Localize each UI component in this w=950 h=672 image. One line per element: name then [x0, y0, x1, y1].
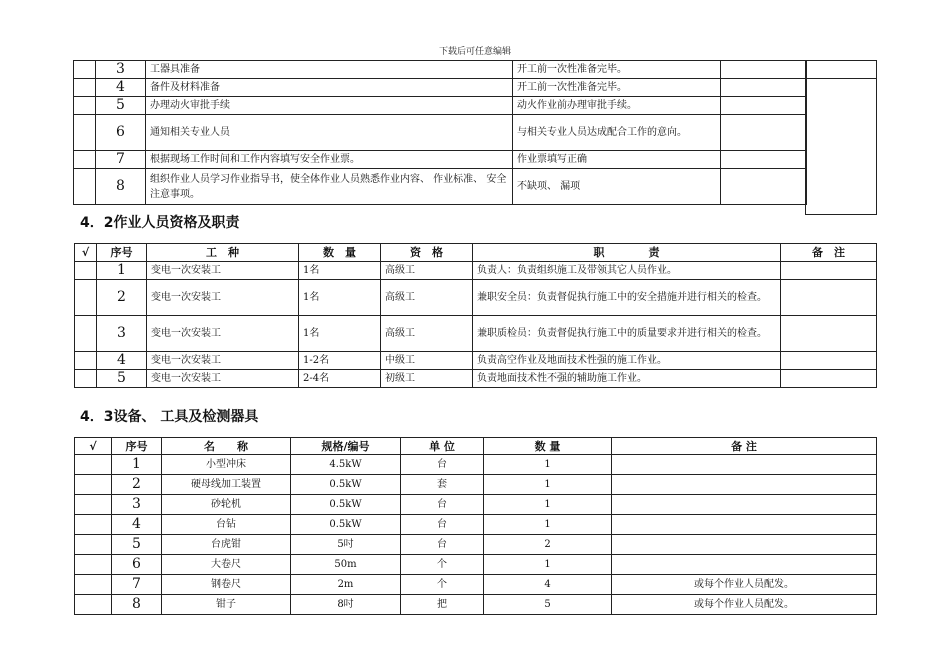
row-number: 5 [97, 370, 147, 388]
header-duty: 职 责 [473, 244, 781, 262]
table-row [74, 151, 807, 169]
row-number: 5 [96, 97, 146, 115]
count-cell: 1名 [299, 316, 381, 352]
table-row [75, 495, 877, 515]
header-check: √ [75, 244, 97, 262]
name-cell: 小型冲床 [162, 455, 291, 475]
check-cell [75, 455, 112, 475]
check-cell [75, 495, 112, 515]
blank-cell [721, 151, 807, 169]
check-cell [74, 151, 96, 169]
check-cell [74, 79, 96, 97]
qty-cell: 1 [484, 495, 612, 515]
row-number: 5 [112, 535, 162, 555]
name-cell: 砂轮机 [162, 495, 291, 515]
blank-cell [721, 97, 807, 115]
item-cell: 根据现场工作时间和工作内容填写安全作业票。 [146, 151, 513, 169]
header-no: 序号 [97, 244, 147, 262]
table-row [74, 61, 807, 79]
name-cell: 钢卷尺 [162, 575, 291, 595]
table-row [74, 79, 807, 97]
check-cell [74, 169, 96, 205]
header-note: 备 注 [612, 438, 877, 455]
spec-cell: 0.5kW [291, 475, 401, 495]
unit-cell: 个 [401, 555, 484, 575]
check-cell [75, 316, 97, 352]
section-42-title: 4．2作业人员资格及职责 [80, 215, 240, 231]
qty-cell: 2 [484, 535, 612, 555]
requirement-cell: 开工前一次性准备完毕。 [513, 61, 721, 79]
row-number: 6 [96, 115, 146, 151]
note-cell [781, 262, 877, 280]
note-cell [781, 280, 877, 316]
table-row [75, 280, 877, 316]
spec-cell: 2m [291, 575, 401, 595]
header-name: 名 称 [162, 438, 291, 455]
check-cell [75, 262, 97, 280]
row-number: 7 [112, 575, 162, 595]
note-cell [781, 316, 877, 352]
table-row [75, 595, 877, 615]
requirement-cell: 作业票填写正确 [513, 151, 721, 169]
duty-cell: 兼职安全员：负责督促执行施工中的安全措施并进行相关的检查。 [473, 280, 781, 316]
unit-cell: 台 [401, 535, 484, 555]
count-cell: 1名 [299, 280, 381, 316]
unit-cell: 台 [401, 455, 484, 475]
qty-cell: 5 [484, 595, 612, 615]
equipment-table [74, 437, 877, 615]
row-number: 4 [97, 352, 147, 370]
spec-cell: 0.5kW [291, 515, 401, 535]
item-cell: 通知相关专业人员 [146, 115, 513, 151]
item-cell: 工器具准备 [146, 61, 513, 79]
check-cell [75, 555, 112, 575]
qual-cell: 高级工 [381, 280, 473, 316]
note-cell [612, 535, 877, 555]
type-cell: 变电一次安装工 [147, 352, 299, 370]
row-number: 3 [112, 495, 162, 515]
spec-cell: 5吋 [291, 535, 401, 555]
note-cell [781, 370, 877, 388]
blank-cell [721, 169, 807, 205]
qual-cell: 初级工 [381, 370, 473, 388]
item-cell: 备件及材料准备 [146, 79, 513, 97]
duty-cell: 兼职质检员：负责督促执行施工中的质量要求并进行相关的检查。 [473, 316, 781, 352]
unit-cell: 套 [401, 475, 484, 495]
blank-cell [721, 79, 807, 97]
table-row [75, 316, 877, 352]
note-cell [612, 495, 877, 515]
unit-cell: 个 [401, 575, 484, 595]
header-check: √ [75, 438, 112, 455]
duty-cell: 负责地面技术性不强的辅助施工作业。 [473, 370, 781, 388]
table-cell [806, 61, 877, 79]
note-cell [781, 352, 877, 370]
table-row [75, 535, 877, 555]
duty-cell: 负责高空作业及地面技术性强的施工作业。 [473, 352, 781, 370]
row-number: 6 [112, 555, 162, 575]
unit-cell: 台 [401, 495, 484, 515]
table-row [75, 515, 877, 535]
qty-cell: 1 [484, 475, 612, 495]
row-number: 4 [112, 515, 162, 535]
table-row [74, 97, 807, 115]
name-cell: 硬母线加工装置 [162, 475, 291, 495]
header-count: 数 量 [299, 244, 381, 262]
header-spec: 规格/编号 [291, 438, 401, 455]
table-row [74, 169, 807, 205]
spec-cell: 0.5kW [291, 495, 401, 515]
row-number: 2 [97, 280, 147, 316]
table-row [75, 575, 877, 595]
header-note: 备 注 [781, 244, 877, 262]
section-43-title: 4．3设备、 工具及检测器具 [80, 409, 259, 425]
table-row [75, 455, 877, 475]
row-number: 3 [97, 316, 147, 352]
count-cell: 1-2名 [299, 352, 381, 370]
name-cell: 钳子 [162, 595, 291, 615]
name-cell: 台虎钳 [162, 535, 291, 555]
name-cell: 台钻 [162, 515, 291, 535]
qty-cell: 1 [484, 515, 612, 535]
check-cell [75, 475, 112, 495]
qty-cell: 4 [484, 575, 612, 595]
requirement-cell: 动火作业前办理审批手续。 [513, 97, 721, 115]
check-cell [75, 370, 97, 388]
check-cell [75, 535, 112, 555]
prep-table [73, 60, 807, 205]
header-type: 工 种 [147, 244, 299, 262]
type-cell: 变电一次安装工 [147, 262, 299, 280]
table-row [75, 555, 877, 575]
row-number: 7 [96, 151, 146, 169]
count-cell: 1名 [299, 262, 381, 280]
qual-cell: 中级工 [381, 352, 473, 370]
personnel-table [74, 243, 877, 388]
table-row [75, 352, 877, 370]
type-cell: 变电一次安装工 [147, 370, 299, 388]
spec-cell: 4.5kW [291, 455, 401, 475]
row-number: 1 [112, 455, 162, 475]
item-cell: 办理动火审批手续 [146, 97, 513, 115]
table-row [75, 370, 877, 388]
requirement-cell: 与相关专业人员达成配合工作的意向。 [513, 115, 721, 151]
requirement-cell: 不缺项、 漏项 [513, 169, 721, 205]
header-no: 序号 [112, 438, 162, 455]
qty-cell: 1 [484, 555, 612, 575]
blank-cell [721, 61, 807, 79]
duty-cell: 负责人：负责组织施工及带领其它人员作业。 [473, 262, 781, 280]
header-qty: 数 量 [484, 438, 612, 455]
item-cell: 组织作业人员学习作业指导书，使全体作业人员熟悉作业内容、 作业标准、 安全注意事项。 [146, 169, 513, 205]
spec-cell: 50m [291, 555, 401, 575]
prep-table-extra [805, 60, 877, 215]
table-row [75, 475, 877, 495]
type-cell: 变电一次安装工 [147, 280, 299, 316]
note-cell [612, 555, 877, 575]
note-cell [612, 515, 877, 535]
row-number: 8 [112, 595, 162, 615]
header-qual: 资 格 [381, 244, 473, 262]
blank-cell [721, 115, 807, 151]
note-cell [612, 475, 877, 495]
check-cell [75, 515, 112, 535]
table-row [75, 262, 877, 280]
check-cell [75, 575, 112, 595]
note-cell [612, 455, 877, 475]
row-number: 4 [96, 79, 146, 97]
qual-cell: 高级工 [381, 262, 473, 280]
count-cell: 2-4名 [299, 370, 381, 388]
unit-cell: 台 [401, 515, 484, 535]
check-cell [75, 595, 112, 615]
spec-cell: 8吋 [291, 595, 401, 615]
name-cell: 大卷尺 [162, 555, 291, 575]
check-cell [74, 61, 96, 79]
note-cell: 或每个作业人员配发。 [612, 595, 877, 615]
row-number: 2 [112, 475, 162, 495]
row-number: 3 [96, 61, 146, 79]
header-unit: 单 位 [401, 438, 484, 455]
qty-cell: 1 [484, 455, 612, 475]
qual-cell: 高级工 [381, 316, 473, 352]
table-row [74, 115, 807, 151]
type-cell: 变电一次安装工 [147, 316, 299, 352]
check-cell [75, 280, 97, 316]
note-cell: 或每个作业人员配发。 [612, 575, 877, 595]
check-cell [74, 97, 96, 115]
header-note: 下载后可任意编辑 [438, 47, 511, 57]
row-number: 8 [96, 169, 146, 205]
row-number: 1 [97, 262, 147, 280]
requirement-cell: 开工前一次性准备完毕。 [513, 79, 721, 97]
unit-cell: 把 [401, 595, 484, 615]
check-cell [75, 352, 97, 370]
table-cell [806, 79, 877, 215]
check-cell [74, 115, 96, 151]
